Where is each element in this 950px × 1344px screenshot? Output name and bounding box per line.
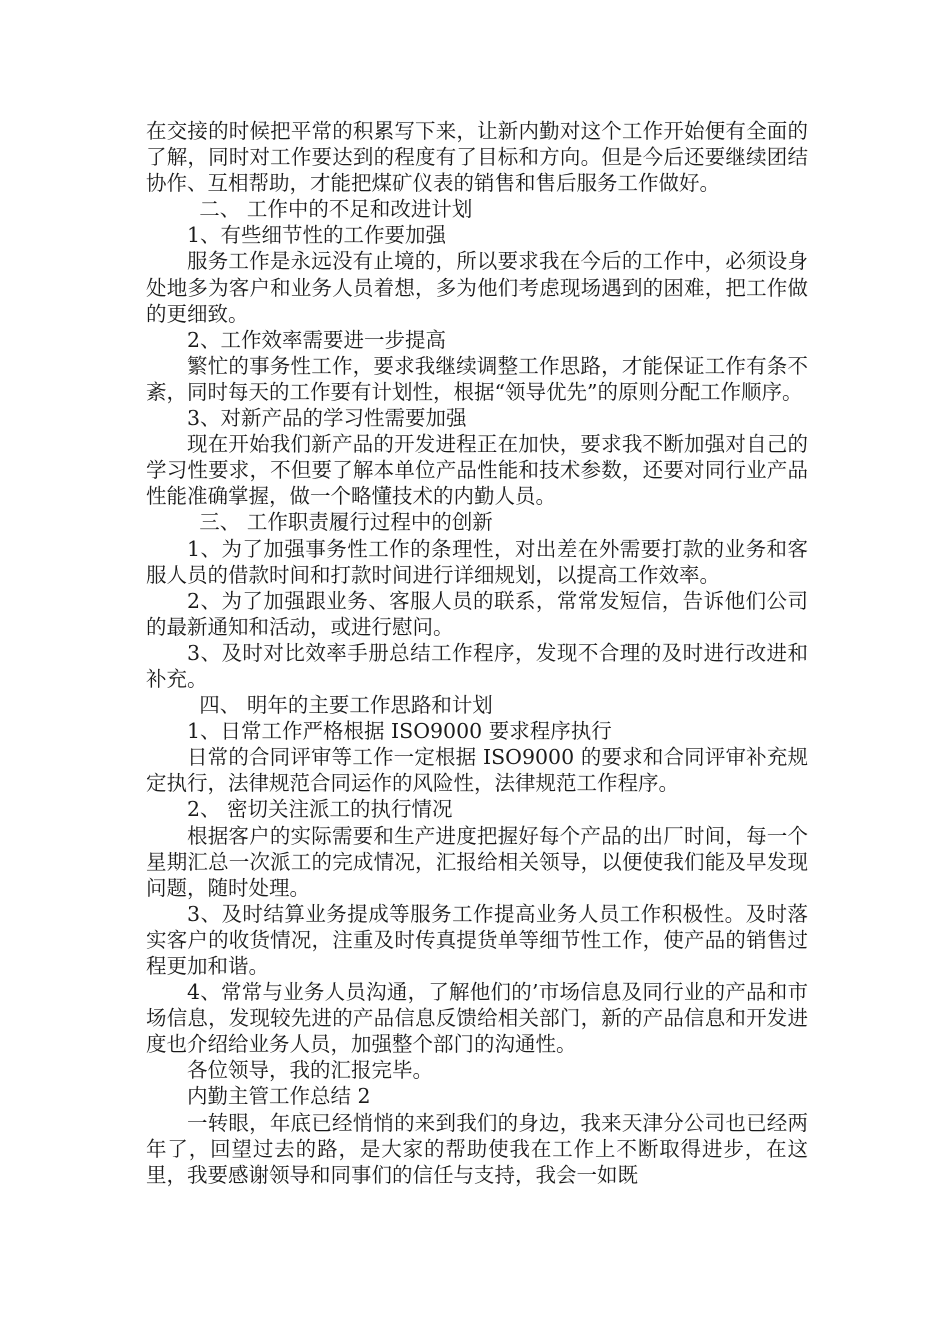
paragraph-plan-4: 4、常常与业务人员沟通，了解他们的’市场信息及同行业的产品和市场信息，发现较先进的产品信息反馈给相关部门，新的产品信息和开发进度也介绍给业务人员，加强整个部门的沟通性。 bbox=[146, 980, 808, 1057]
subheading-efficiency: 2、工作效率需要进一步提高 bbox=[187, 327, 447, 352]
section-heading-2: 二、 工作中的不足和改进计划 bbox=[199, 197, 473, 222]
paragraph-service: 服务工作是永远没有止境的，所以要求我在今后的工作中，必须设身处地多为客户和业务人员着想，多为他们考虑现场遇到的困难，把工作做的更细致。 bbox=[146, 249, 808, 326]
paragraph-new-products: 现在开始我们新产品的开发进程正在加快，要求我不断加强对自己的学习性要求，不但要了解本单位产品性能和技术参数，还要对同行业产品性能准确掌握，做一个略懂技术的内勤人员。 bbox=[146, 432, 808, 509]
section-heading-4: 四、 明年的主要工作思路和计划 bbox=[199, 693, 493, 718]
paragraph-innovation-1: 1、为了加强事务性工作的条理性，对出差在外需要打款的业务和客服人员的借款时间和打款时间进行详细规划，以提高工作效率。 bbox=[146, 536, 808, 587]
paragraph-handover: 在交接的时候把平常的积累写下来，让新内勤对这个工作开始便有全面的了解，同时对工作要达到的程度有了目标和方向。但是今后还要继续团结协作、互相帮助，才能把煤矿仪表的销售和售后服务工作做好。 bbox=[146, 119, 808, 196]
paragraph-innovation-3: 3、及时对比效率手册总结工作程序，发现不合理的及时进行改进和补充。 bbox=[146, 640, 808, 691]
paragraph-summary-2-body: 一转眼，年底已经悄悄的来到我们的身边，我来天津分公司也已经两年了，回望过去的路，是大家的帮助使我在工作上不断取得进步，在这里，我要感谢领导和同事们的信任与支持，我会一如既 bbox=[146, 1110, 808, 1187]
paragraph-busy-work: 繁忙的事务性工作，要求我继续调整工作思路，才能保证工作有条不紊，同时每天的工作要有计划性，根据“领导优先”的原则分配工作顺序。 bbox=[146, 353, 808, 404]
paragraph-summary-2-title: 内勤主管工作总结 2 bbox=[187, 1084, 371, 1109]
paragraph-dispatch: 根据客户的实际需要和生产进度把握好每个产品的出厂时间，每一个星期汇总一次派工的完成情况，汇报给相关领导，以便使我们能及早发现问题，随时处理。 bbox=[146, 823, 808, 900]
subheading-new-products: 3、对新产品的学习性需要加强 bbox=[187, 406, 467, 431]
section-heading-3: 三、 工作职责履行过程中的创新 bbox=[199, 510, 493, 535]
subheading-details: 1、有些细节性的工作要加强 bbox=[187, 223, 447, 248]
subheading-dispatch: 2、 密切关注派工的执行情况 bbox=[187, 797, 453, 822]
document-page bbox=[146, 118, 808, 1188]
subheading-iso9000: 1、日常工作严格根据 ISO9000 要求程序执行 bbox=[187, 719, 612, 744]
paragraph-innovation-2: 2、为了加强跟业务、客服人员的联系，常常发短信，告诉他们公司的最新通知和活动，或进行慰问。 bbox=[146, 588, 808, 639]
paragraph-iso9000: 日常的合同评审等工作一定根据 ISO9000 的要求和合同评审补充规定执行，法律规范合同运作的风险性，法律规范工作程序。 bbox=[146, 745, 808, 796]
paragraph-closing: 各位领导，我的汇报完毕。 bbox=[187, 1058, 433, 1083]
paragraph-plan-3: 3、及时结算业务提成等服务工作提高业务人员工作积极性。及时落实客户的收货情况，注重及时传真提货单等细节性工作，使产品的销售过程更加和谐。 bbox=[146, 901, 808, 978]
